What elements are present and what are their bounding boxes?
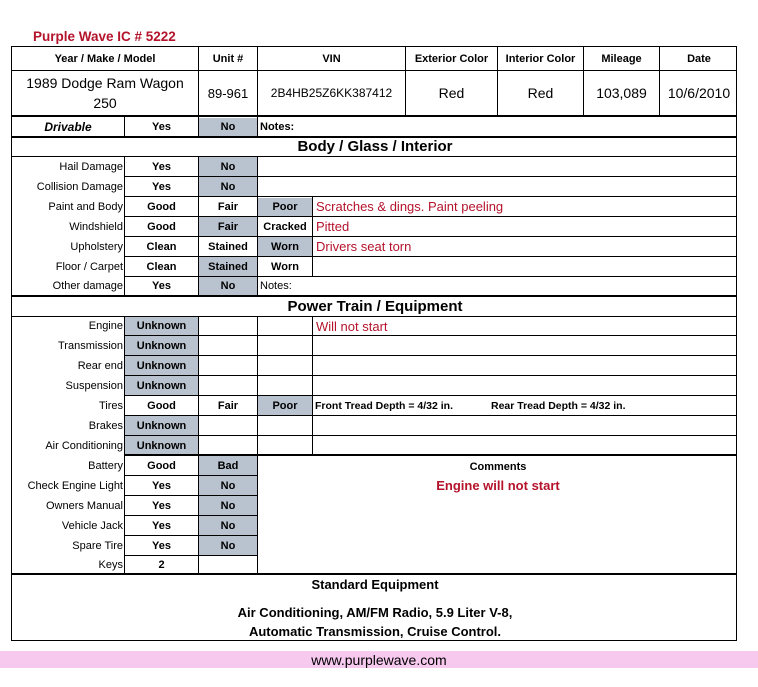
front-tread-depth: Front Tread Depth = 4/32 in. — [315, 399, 453, 412]
battery-bad: Bad — [217, 459, 239, 472]
drivable-label: Drivable — [44, 119, 92, 134]
transmission-label: Transmission — [58, 339, 123, 352]
air-conditioning-label: Air Conditioning — [45, 439, 123, 452]
upholstery-note: Drivers seat torn — [316, 239, 412, 254]
body-section-title: Body / Glass / Interior — [297, 138, 453, 155]
owners-manual-yes: Yes — [152, 499, 171, 512]
battery-good: Good — [147, 459, 176, 472]
brakes-label: Brakes — [88, 419, 123, 432]
vehicle-interior-color: Red — [527, 85, 554, 101]
inspection-title: Purple Wave IC # 5222 — [33, 29, 176, 44]
rear-end-label: Rear end — [77, 359, 123, 372]
header-mileage: Mileage — [601, 52, 642, 65]
suspension-unknown: Unknown — [136, 379, 187, 392]
footer-url[interactable]: www.purplewave.com — [0, 651, 758, 668]
drivable-no: No — [220, 120, 236, 133]
header-exterior-color: Exterior Color — [414, 52, 489, 65]
comments-text: Engine will not start — [436, 478, 560, 493]
upholstery-worn: Worn — [271, 240, 299, 253]
spare-tire-label: Spare Tire — [72, 539, 123, 552]
vehicle-date: 10/6/2010 — [667, 85, 731, 101]
spare-tire-no: No — [220, 539, 236, 552]
other-damage-yes: Yes — [152, 280, 171, 292]
vehicle-exterior-color: Red — [438, 85, 465, 101]
vehicle-jack-yes: Yes — [152, 519, 171, 532]
power-section-title: Power Train / Equipment — [287, 298, 463, 315]
header-date: Date — [687, 52, 711, 65]
floor-carpet-stained: Stained — [208, 260, 248, 273]
vehicle-mileage: 103,089 — [596, 85, 647, 101]
header-interior-color: Interior Color — [505, 52, 576, 65]
paint-body-good: Good — [147, 200, 176, 213]
upholstery-label: Upholstery — [70, 240, 123, 253]
windshield-label: Windshield — [69, 220, 123, 233]
battery-label: Battery — [88, 459, 123, 472]
header-vin: VIN — [322, 52, 341, 65]
other-damage-no: No — [220, 280, 236, 292]
vehicle-model-line1: 1989 Dodge Ram Wagon — [26, 75, 184, 91]
upholstery-stained: Stained — [208, 240, 248, 253]
hail-damage-no: No — [220, 160, 236, 173]
owners-manual-label: Owners Manual — [45, 499, 123, 512]
collision-damage-yes: Yes — [152, 180, 171, 193]
tires-good: Good — [147, 399, 176, 412]
other-damage-label: Other damage — [52, 280, 123, 292]
transmission-unknown: Unknown — [136, 339, 187, 352]
drivable-yes: Yes — [152, 120, 171, 133]
engine-unknown: Unknown — [136, 320, 187, 332]
floor-carpet-clean: Clean — [146, 260, 177, 273]
vehicle-jack-no: No — [220, 519, 236, 532]
check-engine-light-label: Check Engine Light — [27, 479, 123, 492]
drivable-notes-label: Notes: — [260, 120, 295, 133]
windshield-note: Pitted — [316, 219, 350, 234]
floor-carpet-label: Floor / Carpet — [55, 260, 123, 273]
collision-damage-label: Collision Damage — [36, 180, 123, 193]
vehicle-vin: 2B4HB25Z6KK387412 — [270, 86, 393, 100]
header-year-make-model: Year / Make / Model — [54, 52, 156, 65]
paint-body-note: Scratches & dings. Paint peeling — [316, 199, 504, 214]
check-engine-light-no: No — [220, 479, 236, 492]
tires-fair: Fair — [217, 399, 239, 412]
owners-manual-no: No — [220, 499, 236, 512]
hail-damage-yes: Yes — [152, 160, 171, 173]
keys-value: 2 — [158, 558, 165, 571]
keys-label: Keys — [98, 558, 123, 571]
engine-label: Engine — [88, 320, 123, 332]
windshield-cracked: Cracked — [263, 220, 307, 233]
inspection-form — [11, 46, 737, 641]
rear-end-unknown: Unknown — [136, 359, 187, 372]
other-damage-notes-label: Notes: — [260, 280, 292, 292]
vehicle-model-line2: 250 — [93, 95, 117, 111]
spare-tire-yes: Yes — [152, 539, 171, 552]
suspension-label: Suspension — [65, 379, 123, 392]
standard-equipment-title: Standard Equipment — [311, 576, 439, 592]
windshield-good: Good — [147, 220, 176, 233]
comments-title: Comments — [469, 460, 527, 473]
rear-tread-depth: Rear Tread Depth = 4/32 in. — [491, 399, 626, 412]
brakes-unknown: Unknown — [136, 419, 187, 432]
collision-damage-no: No — [220, 180, 236, 193]
standard-equipment-line1: Air Conditioning, AM/FM Radio, 5.9 Liter V-8, — [237, 605, 513, 620]
tires-label: Tires — [98, 399, 123, 412]
paint-body-fair: Fair — [217, 200, 239, 213]
upholstery-clean: Clean — [146, 240, 177, 253]
header-unit: Unit # — [212, 52, 244, 65]
standard-equipment-line2: Automatic Transmission, Cruise Control. — [248, 624, 502, 639]
windshield-fair: Fair — [217, 220, 239, 233]
paint-body-label: Paint and Body — [48, 200, 123, 213]
hail-damage-label: Hail Damage — [59, 160, 123, 173]
check-engine-light-yes: Yes — [152, 479, 171, 492]
engine-note: Will not start — [316, 318, 388, 334]
vehicle-unit: 89-961 — [207, 85, 249, 101]
paint-body-poor: Poor — [272, 200, 298, 213]
tires-poor: Poor — [272, 399, 298, 412]
vehicle-jack-label: Vehicle Jack — [61, 519, 123, 532]
air-conditioning-unknown: Unknown — [136, 439, 187, 452]
vehicle-year-make-model — [12, 71, 198, 115]
floor-carpet-worn: Worn — [271, 260, 299, 273]
